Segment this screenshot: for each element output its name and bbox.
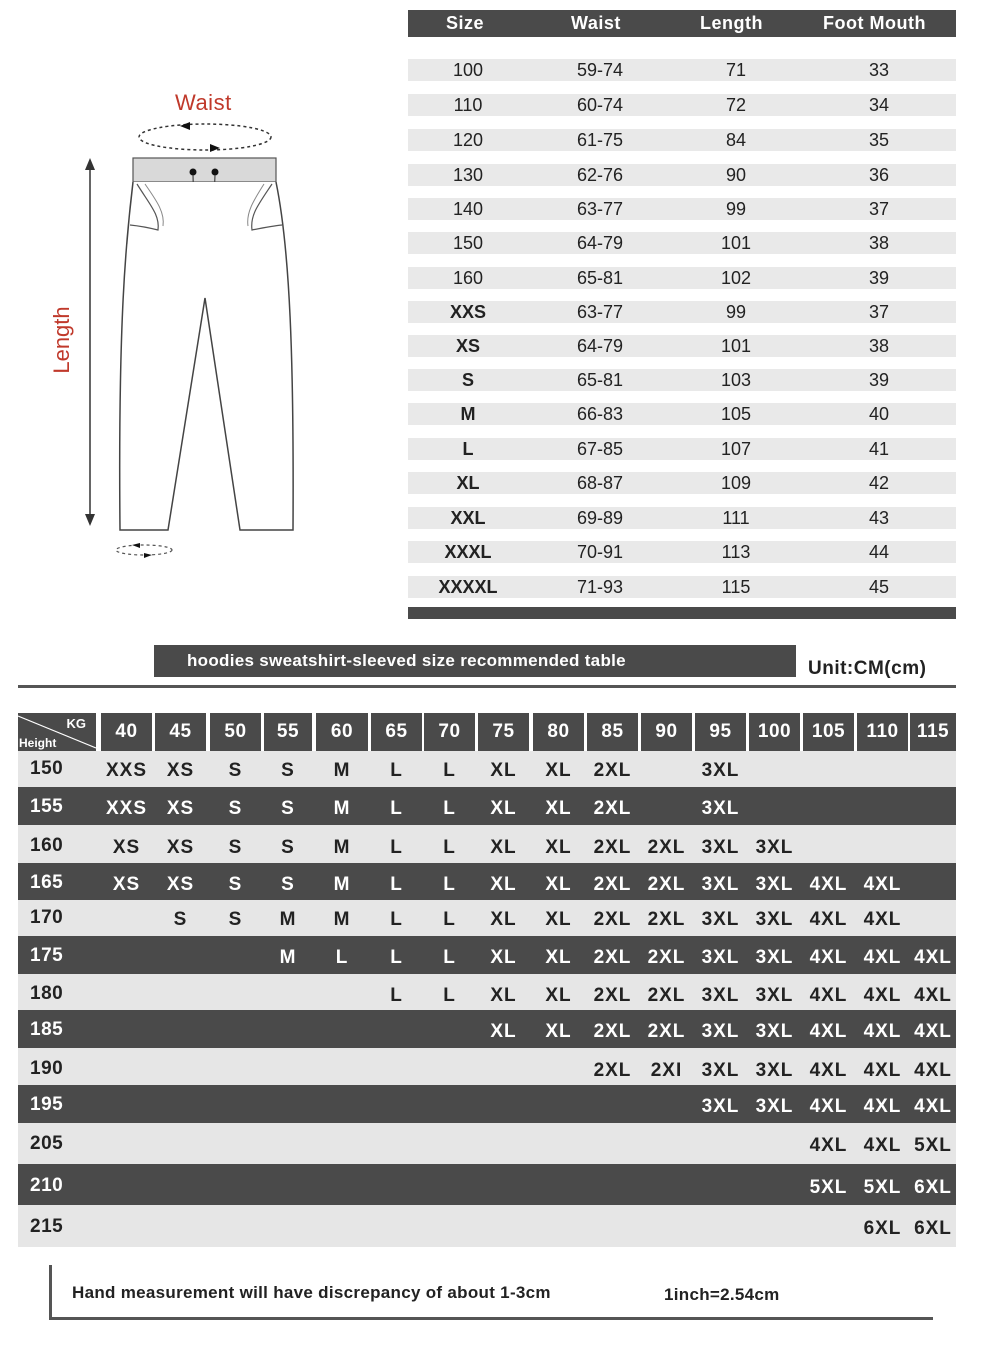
- size-recommendation-cell: XL: [545, 837, 572, 858]
- length-cell: 111: [722, 508, 750, 528]
- kg-value: 85: [601, 721, 624, 742]
- kg-value: 95: [709, 721, 732, 742]
- kg-value: 100: [757, 721, 792, 742]
- size-recommendation-cell: 2XL: [593, 1021, 632, 1042]
- footnote-rule: [49, 1317, 933, 1320]
- kg-column-header: [695, 713, 746, 751]
- size-recommendation-cell: M: [279, 909, 297, 930]
- height-cell: 165: [30, 872, 64, 893]
- size-row: [408, 94, 956, 116]
- size-cell: XXL: [450, 508, 486, 528]
- size-recommendation-cell: XL: [545, 874, 572, 895]
- recommend-row: [18, 1164, 956, 1205]
- height-cell: 185: [30, 1019, 64, 1040]
- size-recommendation-cell: 4XL: [809, 1060, 848, 1081]
- length-cell: 90: [725, 165, 747, 185]
- kg-column-header: [101, 713, 152, 751]
- size-recommendation-cell: 2XL: [593, 837, 632, 858]
- size-cell: L: [462, 439, 474, 459]
- size-recommendation-cell: M: [333, 837, 351, 858]
- size-recommendation-cell: XL: [490, 874, 517, 895]
- size-recommendation-cell: L: [443, 798, 456, 819]
- size-recommendation-cell: 4XL: [809, 909, 848, 930]
- size-cell: 150: [452, 233, 484, 253]
- size-recommendation-cell: XS: [166, 874, 195, 895]
- size-recommendation-cell: 3XL: [701, 798, 740, 819]
- size-recommendation-cell: XL: [490, 1021, 517, 1042]
- size-recommendation-cell: S: [281, 837, 295, 858]
- length-cell: 109: [720, 473, 752, 493]
- footnote-bracket: [49, 1265, 52, 1320]
- size-recommendation-cell: L: [443, 947, 456, 968]
- size-recommendation-cell: 2XL: [593, 909, 632, 930]
- size-recommendation-cell: L: [390, 909, 403, 930]
- size-recommendation-cell: M: [333, 798, 351, 819]
- length-cell: 72: [725, 95, 747, 115]
- height-cell: 150: [30, 758, 64, 779]
- size-recommendation-cell: S: [173, 909, 188, 930]
- size-recommendation-cell: 4XL: [863, 1096, 902, 1117]
- length-cell: 102: [720, 268, 752, 288]
- size-recommendation-cell: 4XL: [914, 1021, 952, 1042]
- size-recommendation-cell: 2XL: [593, 760, 632, 781]
- size-recommendation-cell: L: [443, 909, 456, 930]
- foot-mouth-cell: 42: [868, 473, 890, 493]
- foot-mouth-cell: 33: [868, 60, 890, 80]
- waist-cell: 68-87: [576, 473, 624, 493]
- size-recommendation-cell: 4XL: [863, 985, 902, 1006]
- foot-mouth-cell: 39: [868, 268, 890, 288]
- size-cell: 160: [452, 268, 484, 288]
- size-table-header: [408, 10, 956, 37]
- size-recommendation-cell: 4XL: [914, 1096, 952, 1117]
- size-recommendation-cell: 4XL: [863, 1135, 902, 1156]
- conversion-note: 1inch=2.54cm: [664, 1285, 780, 1304]
- size-recommendation-cell: 2XI: [650, 1060, 683, 1081]
- kg-column-header: [424, 713, 475, 751]
- size-recommendation-cell: 2XL: [647, 909, 686, 930]
- waist-cell: 59-74: [576, 60, 624, 80]
- kg-value: 60: [330, 721, 354, 742]
- recommend-row: [18, 900, 956, 936]
- size-recommendation-cell: 3XL: [701, 760, 740, 781]
- waist-cell: 64-79: [576, 336, 624, 356]
- size-recommendation-cell: S: [228, 760, 243, 781]
- kg-column-header: [371, 713, 422, 751]
- size-recommendation-cell: 4XL: [863, 947, 902, 968]
- size-recommendation-cell: 3XL: [701, 1096, 740, 1117]
- size-recommendation-cell: L: [443, 837, 456, 858]
- size-row: [408, 472, 956, 494]
- size-cell: XXS: [449, 302, 487, 322]
- size-row: [408, 301, 956, 323]
- size-recommendation-cell: XL: [490, 798, 517, 819]
- height-cell: 215: [30, 1216, 64, 1237]
- waist-cell: 65-81: [576, 268, 624, 288]
- size-recommendation-cell: 4XL: [809, 1135, 848, 1156]
- size-recommendation-cell: XL: [490, 837, 517, 858]
- size-recommendation-cell: 2XL: [647, 837, 686, 858]
- size-recommendation-cell: 3XL: [755, 837, 794, 858]
- kg-label: KG: [66, 716, 86, 731]
- size-cell: XXXXL: [438, 577, 498, 597]
- kg-column-header: [533, 713, 584, 751]
- size-row: [408, 541, 956, 563]
- recommend-row: [18, 936, 956, 974]
- size-recommendation-cell: XL: [545, 798, 572, 819]
- size-recommendation-cell: S: [228, 837, 243, 858]
- size-recommendation-cell: 3XL: [755, 985, 794, 1006]
- waist-label: Waist: [175, 90, 232, 115]
- size-recommendation-cell: 3XL: [701, 1060, 740, 1081]
- kg-value: 40: [115, 721, 138, 742]
- header-length: Length: [700, 13, 763, 33]
- size-cell: XXXL: [444, 542, 492, 562]
- kg-column-header: [478, 713, 529, 751]
- size-recommendation-cell: XXS: [105, 798, 148, 819]
- size-recommendation-cell: L: [390, 985, 403, 1006]
- size-recommendation-cell: L: [390, 874, 403, 895]
- foot-mouth-cell: 38: [868, 336, 890, 356]
- waist-cell: 63-77: [576, 302, 624, 322]
- size-recommendation-cell: S: [228, 798, 243, 819]
- kg-value: 75: [492, 721, 515, 742]
- size-recommendation-cell: XXS: [105, 760, 148, 781]
- size-recommendation-cell: XS: [112, 837, 141, 858]
- size-recommendation-cell: 4XL: [863, 909, 902, 930]
- size-recommendation-cell: 3XL: [701, 1021, 740, 1042]
- length-cell: 115: [721, 577, 751, 597]
- foot-mouth-cell: 40: [868, 404, 890, 424]
- kg-value: 90: [655, 721, 678, 742]
- size-row: [408, 507, 956, 529]
- length-cell: 71: [725, 60, 747, 80]
- waist-cell: 71-93: [576, 577, 624, 597]
- size-recommendation-cell: 3XL: [701, 947, 740, 968]
- size-row: [408, 576, 956, 598]
- size-row: [408, 59, 956, 81]
- size-recommendation-cell: 3XL: [755, 874, 794, 895]
- header-size: Size: [446, 13, 485, 33]
- header-waist: Waist: [571, 13, 621, 33]
- size-recommendation-cell: 2XL: [593, 947, 632, 968]
- kg-column-header: [749, 713, 800, 751]
- size-cell: S: [461, 370, 475, 390]
- size-recommendation-cell: 2XL: [647, 985, 686, 1006]
- size-recommendation-cell: XL: [545, 760, 572, 781]
- size-cell: 120: [452, 130, 484, 150]
- size-row: [408, 267, 956, 289]
- foot-mouth-cell: 34: [868, 95, 890, 115]
- length-cell: 103: [720, 370, 752, 390]
- size-recommendation-cell: M: [333, 909, 351, 930]
- waist-cell: 67-85: [576, 439, 624, 459]
- size-recommendation-cell: 2XL: [593, 1060, 632, 1081]
- size-recommendation-cell: M: [279, 947, 297, 968]
- size-recommendation-cell: 3XL: [755, 1060, 794, 1081]
- kg-value: 105: [811, 721, 846, 742]
- kg-column-header: [587, 713, 638, 751]
- recommend-row: [18, 863, 956, 900]
- size-row: [408, 129, 956, 151]
- waist-cell: 70-91: [576, 542, 624, 562]
- kg-value: 115: [916, 721, 950, 742]
- foot-mouth-cell: 44: [868, 542, 890, 562]
- size-row: [408, 232, 956, 254]
- waist-cell: 69-89: [576, 508, 624, 528]
- length-cell: 101: [720, 336, 752, 356]
- size-recommendation-cell: 3XL: [701, 909, 740, 930]
- size-recommendation-cell: 4XL: [914, 947, 952, 968]
- unit-label: Unit:CM(cm): [808, 658, 927, 679]
- size-recommendation-cell: 4XL: [809, 1021, 848, 1042]
- size-recommendation-cell: XL: [545, 985, 572, 1006]
- size-recommendation-cell: 4XL: [863, 1021, 902, 1042]
- size-recommendation-cell: 3XL: [755, 909, 794, 930]
- size-recommendation-cell: 2XL: [647, 1021, 686, 1042]
- kg-value: 70: [438, 721, 461, 742]
- kg-value: 110: [866, 721, 899, 742]
- size-recommendation-cell: L: [443, 874, 456, 895]
- length-cell: 105: [720, 404, 752, 424]
- divider: [18, 685, 956, 688]
- size-recommendation-cell: 3XL: [755, 947, 794, 968]
- size-cell: 140: [452, 199, 484, 219]
- size-recommendation-cell: 5XL: [809, 1177, 848, 1198]
- foot-mouth-cell: 37: [868, 302, 890, 322]
- size-recommendation-cell: 5XL: [863, 1177, 902, 1198]
- size-recommendation-cell: 4XL: [914, 985, 952, 1006]
- size-recommendation-cell: XL: [490, 909, 517, 930]
- kg-column-header: [210, 713, 261, 751]
- kg-column-header: [803, 713, 854, 751]
- size-row: [408, 335, 956, 357]
- size-recommendation-cell: L: [390, 947, 403, 968]
- recommend-row: [18, 825, 956, 863]
- foot-mouth-cell: 43: [868, 508, 890, 528]
- size-row: [408, 369, 956, 391]
- recommend-row: [18, 787, 956, 825]
- size-recommendation-cell: XS: [112, 874, 141, 895]
- height-label: Height: [19, 736, 57, 750]
- size-recommendation-cell: XL: [545, 909, 572, 930]
- size-recommendation-cell: XL: [490, 985, 517, 1006]
- height-cell: 170: [30, 907, 64, 928]
- size-recommendation-cell: 6XL: [863, 1218, 902, 1239]
- size-cell: XS: [455, 336, 481, 356]
- waist-cell: 63-77: [576, 199, 624, 219]
- waist-cell: 64-79: [576, 233, 624, 253]
- recommend-row: [18, 1085, 956, 1123]
- kg-column-header: [910, 713, 956, 751]
- recommend-row: [18, 974, 956, 1010]
- size-recommendation-cell: L: [335, 947, 349, 968]
- size-recommendation-cell: 6XL: [914, 1177, 952, 1198]
- size-recommendation-cell: 2XL: [593, 874, 632, 895]
- size-row: [408, 403, 956, 425]
- height-cell: 180: [30, 983, 64, 1004]
- size-recommendation-cell: 4XL: [863, 874, 902, 895]
- size-recommendation-cell: S: [281, 798, 295, 819]
- size-recommendation-cell: 3XL: [701, 874, 740, 895]
- kg-column-header: [264, 713, 312, 751]
- size-cell: 100: [452, 60, 484, 80]
- kg-column-header: [155, 713, 206, 751]
- size-row: [408, 198, 956, 220]
- size-recommendation-cell: XS: [166, 837, 195, 858]
- height-cell: 195: [30, 1094, 64, 1115]
- waist-cell: 60-74: [576, 95, 624, 115]
- size-cell: 110: [453, 95, 483, 115]
- size-recommendation-cell: L: [443, 760, 456, 781]
- length-cell: 101: [720, 233, 752, 253]
- foot-mouth-cell: 41: [868, 439, 890, 459]
- size-row: [408, 164, 956, 186]
- pants-diagram: [40, 85, 310, 565]
- waist-cell: 66-83: [576, 404, 624, 424]
- height-cell: 155: [30, 796, 64, 817]
- recommend-banner: [154, 645, 796, 677]
- length-cell: 99: [725, 199, 747, 219]
- size-recommendation-cell: XL: [490, 760, 517, 781]
- size-recommendation-cell: 4XL: [809, 985, 848, 1006]
- size-recommendation-cell: M: [333, 874, 351, 895]
- size-recommendation-cell: 4XL: [809, 874, 848, 895]
- recommend-row: [18, 1205, 956, 1247]
- header-corner: [18, 713, 96, 751]
- size-recommendation-cell: S: [228, 874, 243, 895]
- size-recommendation-cell: 4XL: [809, 1096, 848, 1117]
- foot-mouth-cell: 45: [868, 577, 890, 597]
- kg-value: 80: [547, 721, 570, 742]
- size-recommendation-cell: 2XL: [593, 798, 632, 819]
- size-row: [408, 438, 956, 460]
- size-recommendation-cell: 4XL: [863, 1060, 902, 1081]
- recommend-row: [18, 1010, 956, 1048]
- size-recommendation-cell: 3XL: [701, 837, 740, 858]
- size-recommendation-cell: 2XL: [647, 874, 686, 895]
- height-cell: 190: [30, 1058, 64, 1079]
- height-cell: 175: [30, 945, 64, 966]
- size-recommendation-cell: S: [228, 909, 243, 930]
- size-recommendation-cell: 3XL: [755, 1096, 794, 1117]
- kg-value: 50: [224, 721, 247, 742]
- size-recommendation-cell: 2XL: [647, 947, 686, 968]
- size-cell: 130: [452, 165, 484, 185]
- size-table-footer: [408, 607, 956, 619]
- size-recommendation-cell: L: [443, 985, 456, 1006]
- length-cell: 107: [720, 439, 752, 459]
- header-foot-mouth: Foot Mouth: [823, 13, 926, 33]
- kg-value: 45: [169, 721, 192, 742]
- foot-mouth-cell: 35: [868, 130, 890, 150]
- size-recommendation-cell: 2XL: [593, 985, 632, 1006]
- size-cell: M: [460, 404, 476, 424]
- size-recommendation-cell: M: [333, 760, 351, 781]
- size-cell: XL: [456, 473, 480, 493]
- foot-mouth-cell: 39: [868, 370, 890, 390]
- size-recommendation-cell: 3XL: [755, 1021, 794, 1042]
- waist-cell: 65-81: [576, 370, 624, 390]
- height-cell: 205: [30, 1133, 64, 1154]
- recommend-row: [18, 751, 956, 787]
- size-recommendation-cell: L: [390, 837, 403, 858]
- waist-cell: 62-76: [576, 165, 624, 185]
- size-recommendation-cell: 3XL: [701, 985, 740, 1006]
- kg-value: 55: [276, 721, 300, 742]
- recommend-title: hoodies sweatshirt-sleeved size recommended table: [187, 651, 626, 670]
- kg-column-header: [316, 713, 368, 751]
- foot-mouth-cell: 37: [868, 199, 890, 219]
- measurement-note: Hand measurement will have discrepancy of about 1-3cm: [72, 1283, 551, 1302]
- waist-cell: 61-75: [576, 130, 624, 150]
- size-recommendation-cell: XS: [166, 760, 195, 781]
- size-recommendation-cell: 4XL: [914, 1060, 952, 1081]
- size-recommendation-cell: L: [390, 798, 403, 819]
- length-cell: 84: [725, 130, 747, 150]
- foot-mouth-cell: 36: [868, 165, 890, 185]
- size-recommendation-cell: S: [281, 874, 295, 895]
- size-recommendation-cell: L: [390, 760, 403, 781]
- kg-column-header: [857, 713, 908, 751]
- recommend-row: [18, 1048, 956, 1085]
- length-cell: 99: [725, 302, 747, 322]
- recommend-row: [18, 1123, 956, 1164]
- size-recommendation-cell: XL: [545, 1021, 572, 1042]
- kg-value: 65: [385, 721, 408, 742]
- size-recommendation-cell: 6XL: [914, 1218, 952, 1239]
- size-recommendation-cell: 4XL: [809, 947, 848, 968]
- size-recommendation-cell: 5XL: [914, 1135, 952, 1156]
- foot-mouth-cell: 38: [868, 233, 890, 253]
- length-label: Length: [49, 306, 74, 374]
- size-recommendation-cell: S: [281, 760, 295, 781]
- kg-column-header: [641, 713, 692, 751]
- height-cell: 210: [30, 1175, 64, 1196]
- size-recommendation-cell: XL: [545, 947, 572, 968]
- size-recommendation-cell: XS: [166, 798, 195, 819]
- size-recommendation-cell: XL: [490, 947, 517, 968]
- length-cell: 113: [721, 542, 751, 562]
- height-cell: 160: [30, 835, 64, 856]
